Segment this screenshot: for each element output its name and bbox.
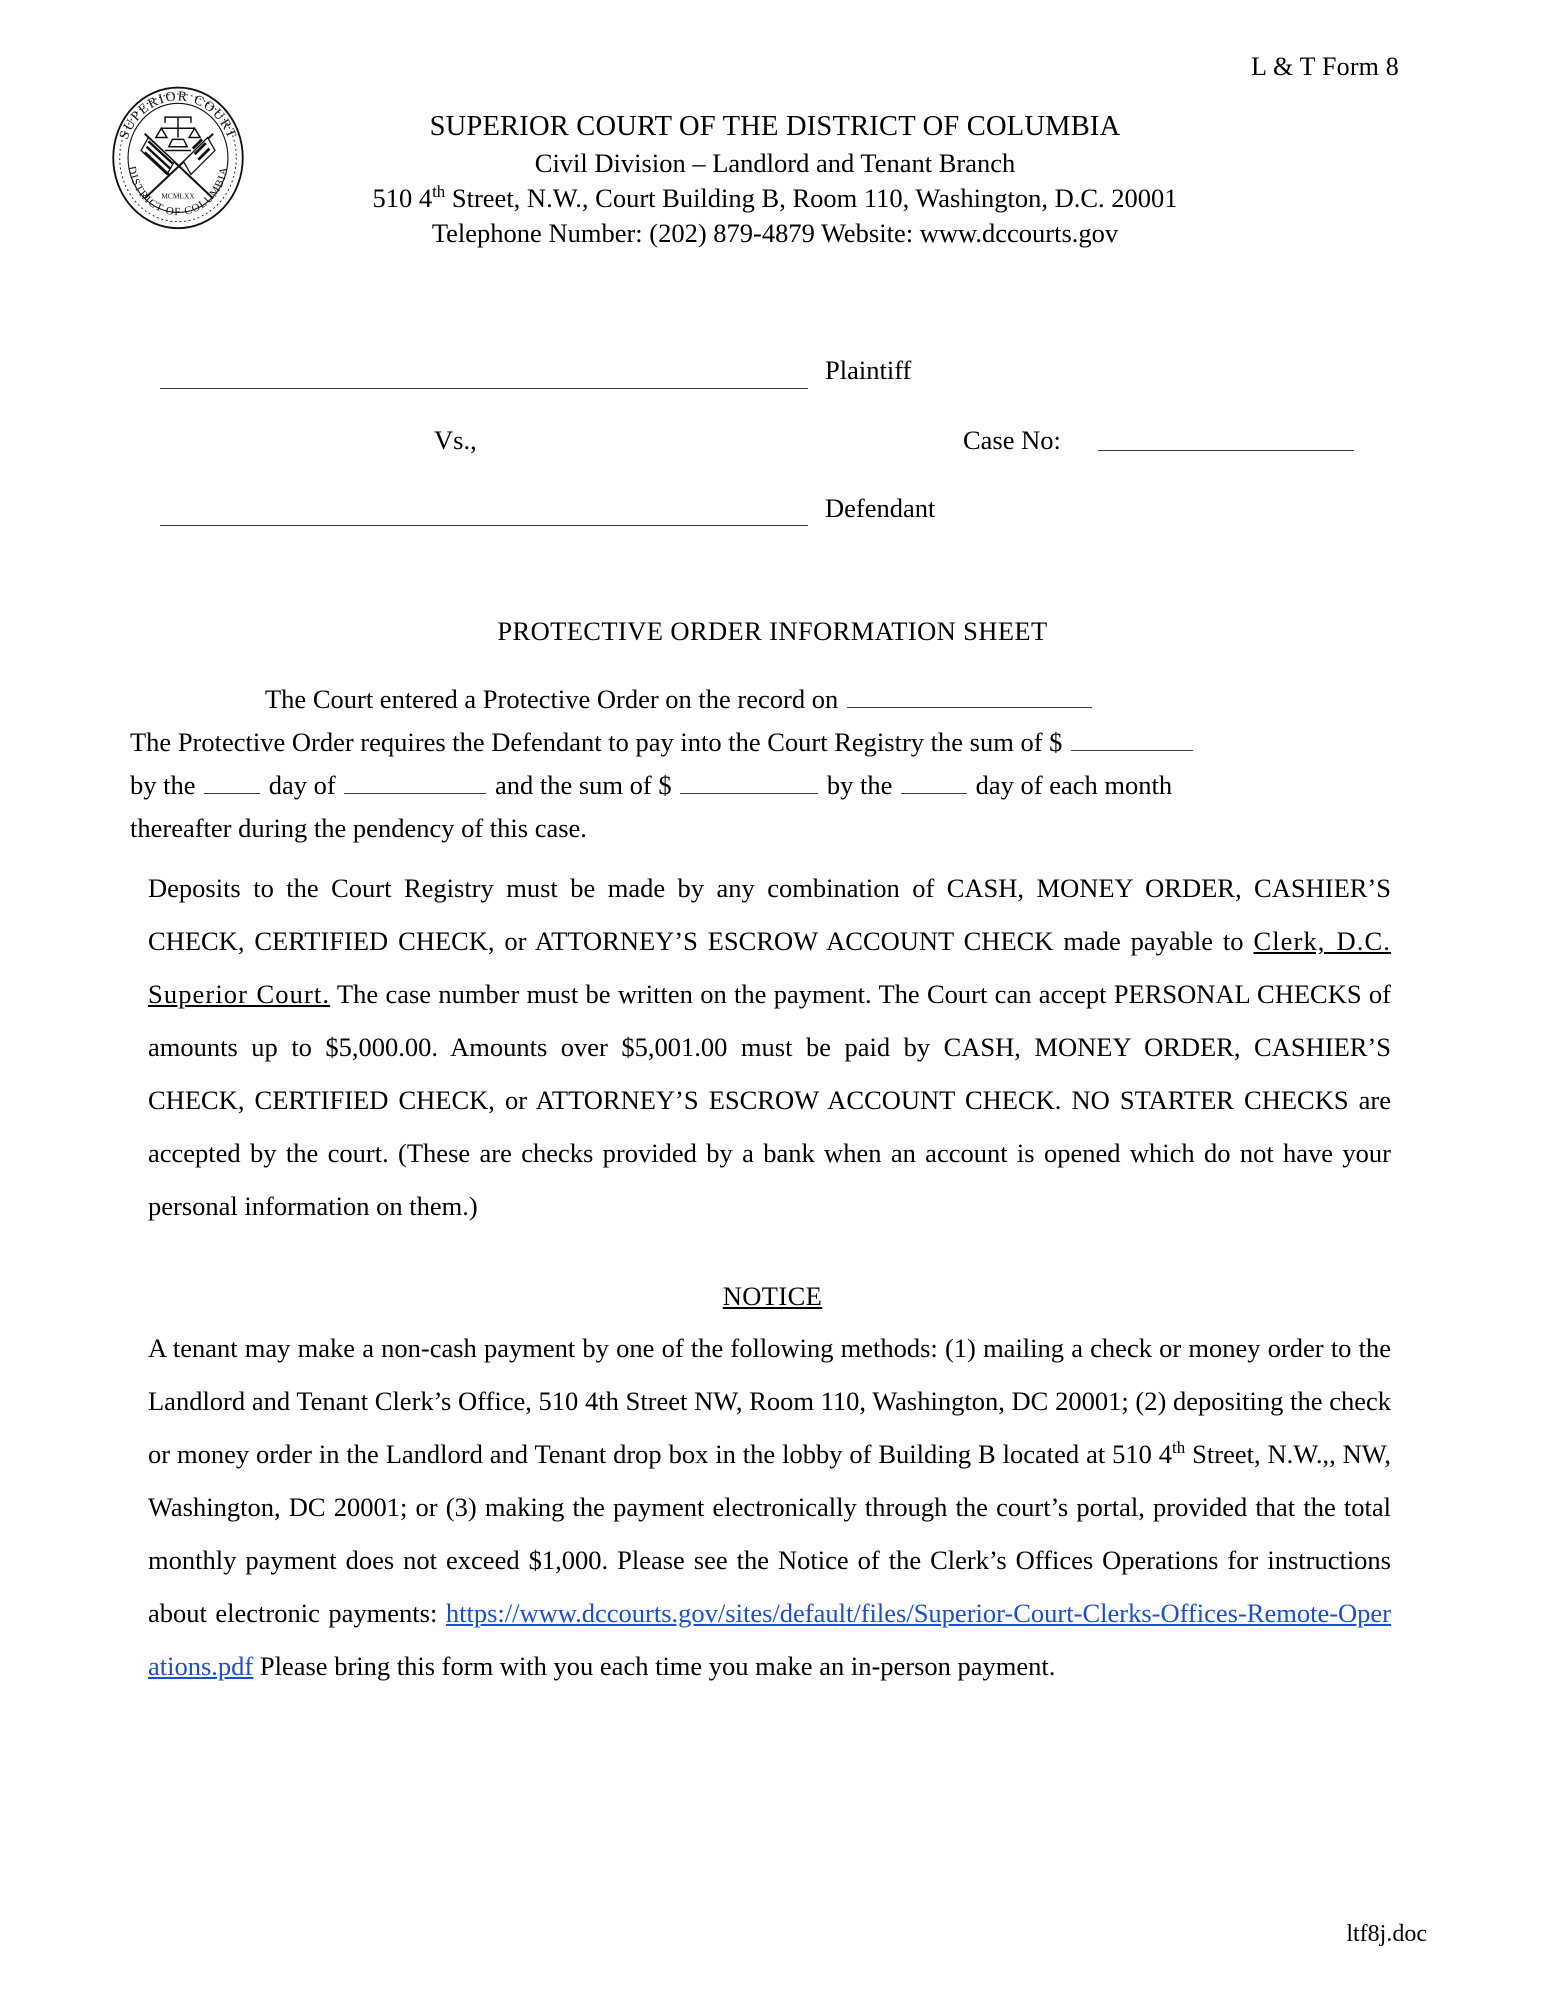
court-heading-line2: Civil Division – Landlord and Tenant Branch [534,147,1016,178]
form-number: L & T Form 8 [1251,52,1399,81]
protective-order-block [130,678,1395,850]
payee-name: Clerk, D.C. Superior Court. [148,926,1391,1009]
deposits-text-part1: Deposits to the Court Registry must be made by any combination of CASH, MONEY ORDER, CASHIER’S CHECK, CERTIFIED CHECK, or ATTORNEY’S ESCROW ACCOUNT CHECK made payable to [148,873,1391,956]
order-monthly-day-field[interactable] [901,767,967,794]
defendant-label: Defendant [825,493,936,523]
order-entered-text: The Court entered a Protective Order on the record on [265,684,839,714]
plaintiff-label: Plaintiff [825,355,912,385]
notice-text-part1: A tenant may make a non-cash payment by one of the following methods: (1) mailing a check or money order to the Landlord and Tenant Clerk’s Office, 510 4th Street NW, Room 110, Washington, DC 20001; (2) depositing the check or money order in the Landlord and Tenant drop box in the lobby of Building B located at 510 4 [148,1333,1391,1469]
address-ordinal: th [432,182,446,202]
remote-operations-link[interactable]: https://www.dccourts.gov/sites/default/files/Superior-Court-Clerks-Offices-Remote-Operations.pdf [148,1598,1392,1681]
deposits-paragraph [148,862,1391,1233]
notice-heading-text: NOTICE [722,1281,823,1311]
order-schedule-line [130,764,1395,807]
case-number-line[interactable] [1098,450,1354,451]
defendant-name-line[interactable] [160,525,808,526]
notice-text-part2: Street, N.W.,, NW, Washington, DC 20001; or (3) making the payment electronically through the court’s portal, provided that the total monthly payment does not exceed $1,000. Please see the Notice of the Clerk’s Offices Operations for instructions about electronic payments: [148,1439,1391,1628]
order-and-sum-text: and the sum of $ [494,769,672,800]
order-sum-line [130,721,1395,764]
case-number-label: Case No: [963,425,1061,455]
court-heading-line1: SUPERIOR COURT OF THE DISTRICT OF COLUMBIA [429,111,1121,142]
order-monthly-sum-field[interactable] [680,767,818,794]
order-first-day-field[interactable] [204,767,260,794]
order-day-of-1: day of [268,769,336,800]
order-day-of-each-month: day of each month [975,769,1173,800]
footer-filename: ltf8j.doc [1346,1921,1427,1947]
notice-text-part3: Please bring this form with you each time you make an in-person payment. [253,1651,1056,1681]
order-by-the-1: by the [130,769,196,800]
order-sum-text: The Protective Order requires the Defendant to pay into the Court Registry the sum of $ [130,726,1063,757]
order-sum-field[interactable] [1071,724,1193,751]
order-by-the-2: by the [826,769,893,800]
notice-paragraph [148,1322,1391,1693]
svg-text:SUPERIOR COURT: SUPERIOR COURT [116,89,240,142]
order-date-field[interactable] [847,681,1092,708]
address-part-a: 510 4 [372,182,433,213]
page-title: PROTECTIVE ORDER INFORMATION SHEET [497,616,1048,646]
plaintiff-name-line[interactable] [160,388,808,389]
svg-text:DISTRICT OF COLUMBIA: DISTRICT OF COLUMBIA [125,165,231,219]
notice-heading [0,1281,1545,1312]
notice-ordinal: th [1172,1438,1186,1458]
court-heading-address [170,181,1380,216]
versus-label: Vs., [434,425,477,455]
order-entered-line [155,678,1395,721]
order-month-field[interactable] [344,767,486,794]
court-heading [170,108,1380,251]
court-heading-contact: Telephone Number: (202) 879-4879 Website: www.dccourts.gov [431,218,1119,249]
deposits-text-part2: The case number must be written on the payment. The Court can accept PERSONAL CHECKS of amounts up to $5,000.00. Amounts over $5,001.00 must be paid by CASH, MONEY ORDER, CASHIER’S CHECK, CERTIFIED CHECK, or ATTORNEY’S ESCROW ACCOUNT CHECK. NO STARTER CHECKS are accepted by the court. (These are checks provided by a bank when an account is opened which do not have your personal information on them.) [148,979,1391,1221]
svg-text:MCMLXX: MCMLXX [161,191,195,201]
address-part-b: Street, N.W., Court Building B, Room 110, Washington, D.C. 20001 [445,182,1178,213]
order-thereafter-line: thereafter during the pendency of this case. [130,812,587,843]
